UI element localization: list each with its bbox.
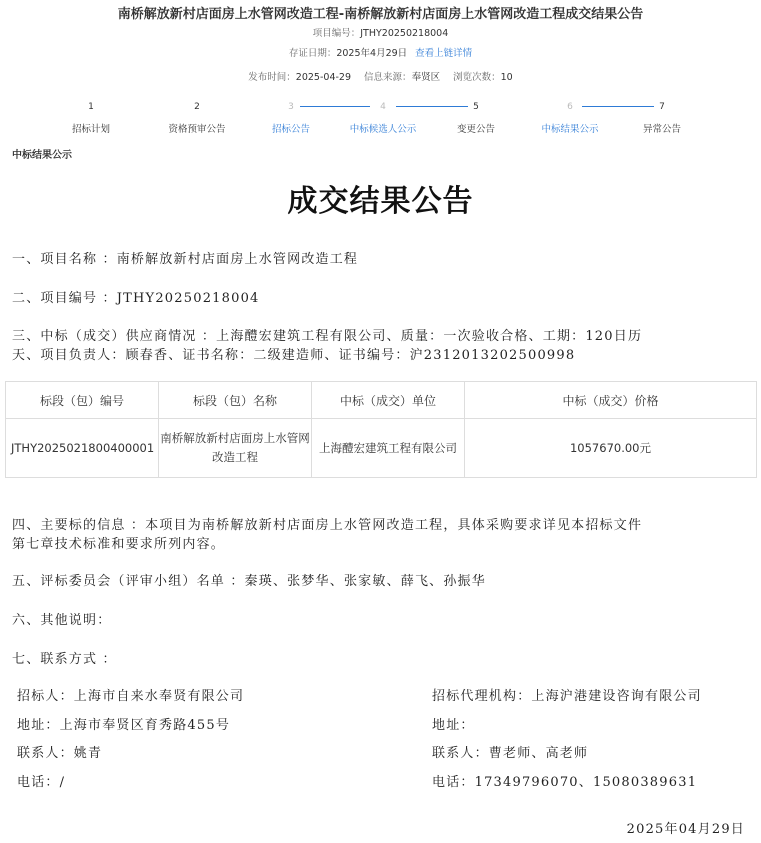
tenderer-contact bbox=[17, 683, 244, 798]
column-header: 标段（包）名称 bbox=[159, 382, 312, 419]
tenderer-contact-person: 联系人：姚青 bbox=[17, 746, 103, 762]
step-number: 5 bbox=[473, 102, 479, 112]
project-number-line bbox=[0, 25, 761, 39]
agency-contact bbox=[432, 683, 702, 798]
agency-address: 地址： bbox=[432, 717, 475, 733]
item-value: 南桥解放新村店面房上水管网改造工程 bbox=[116, 252, 359, 267]
lot-name-cell: 南桥解放新村店面房上水管网改造工程 bbox=[159, 419, 312, 478]
publish-info-line bbox=[0, 69, 761, 83]
item-value-continued: 第七章技术标准和要求所列内容。 bbox=[12, 537, 226, 552]
item-project-number bbox=[12, 289, 761, 308]
item-contact bbox=[12, 650, 761, 669]
views-label: 浏览次数： bbox=[453, 72, 501, 83]
step-label: 异常公告 bbox=[642, 124, 681, 135]
lot-code-cell: JTHY2025021800400001 bbox=[6, 419, 159, 478]
step-number: 4 bbox=[380, 102, 386, 112]
column-header: 标段（包）编号 bbox=[6, 382, 159, 419]
item-supplier-info bbox=[12, 327, 761, 365]
item-label: 三、中标（成交）供应商情况 ： bbox=[12, 329, 217, 344]
item-value-continued: 天、项目负责人：顾春香、证书名称：二级建造师、证书编号：沪2312013202500998 bbox=[12, 348, 576, 363]
publish-time-value: 2025-04-29 bbox=[295, 72, 352, 83]
item-project-name bbox=[12, 250, 761, 269]
item-label: 四、主要标的信息 ： bbox=[12, 518, 146, 533]
item-label: 六、其他说明： bbox=[12, 613, 112, 628]
column-header: 中标（成交）单位 bbox=[312, 382, 465, 419]
column-header: 中标（成交）价格 bbox=[465, 382, 757, 419]
tenderer-address: 地址：上海市奉贤区育秀路455号 bbox=[17, 717, 231, 733]
tenderer-phone: 电话：/ bbox=[17, 775, 66, 791]
step-number: 3 bbox=[288, 102, 294, 112]
agency-contact-person: 联系人：曹老师、高老师 bbox=[432, 746, 589, 762]
item-value: 本项目为南桥解放新村店面房上水管网改造工程，具体采购要求详见本招标文件 bbox=[145, 518, 643, 533]
step-label: 招标计划 bbox=[71, 124, 110, 135]
item-label: 一、项目名称 ： bbox=[12, 252, 117, 267]
announcement-title: 成交结果公告 bbox=[287, 184, 474, 219]
source-label: 信息来源： bbox=[364, 72, 412, 83]
item-value: 上海醴宏建筑工程有限公司、质量：一次验收合格、工期：120日历 bbox=[216, 329, 643, 344]
step-label: 变更公告 bbox=[456, 124, 495, 135]
project-no-label: 项目编号： bbox=[312, 28, 361, 39]
project-no-value: JTHY20250218004 bbox=[360, 28, 449, 39]
step-label: 中标候选人公示 bbox=[349, 124, 417, 135]
agency-name: 招标代理机构：上海沪港建设咨询有限公司 bbox=[432, 689, 702, 704]
item-main-subject bbox=[12, 516, 761, 554]
item-label: 五、评标委员会（评审小组）名单 ： bbox=[12, 574, 245, 589]
result-table bbox=[5, 381, 757, 478]
section-label: 中标结果公示 bbox=[12, 150, 72, 161]
step-tender-plan[interactable] bbox=[36, 100, 146, 135]
step-number: 7 bbox=[659, 102, 665, 112]
step-label: 资格预审公告 bbox=[168, 124, 226, 135]
step-number: 1 bbox=[88, 102, 94, 112]
views-value: 10 bbox=[500, 72, 513, 83]
step-label: 中标结果公示 bbox=[541, 124, 599, 135]
table-row bbox=[6, 419, 757, 478]
page-title: 南桥解放新村店面房上水管网改造工程-南桥解放新村店面房上水管网改造工程成交结果公告 bbox=[117, 7, 644, 22]
table-header-row bbox=[6, 382, 757, 419]
progress-steps bbox=[0, 100, 761, 140]
announcement-date: 2025年04月29日 bbox=[626, 822, 745, 837]
archive-date-label: 存证日期： bbox=[288, 48, 337, 59]
step-label: 招标公告 bbox=[271, 124, 310, 135]
publish-time-label: 发布时间： bbox=[248, 72, 296, 83]
tenderer-name: 招标人：上海市自来水奉贤有限公司 bbox=[17, 689, 245, 704]
chain-detail-link[interactable]: 查看上链详情 bbox=[415, 48, 473, 59]
item-label: 二、项目编号 ： bbox=[12, 291, 117, 306]
price-cell: 1057670.00元 bbox=[465, 419, 757, 478]
source-value: 奉贤区 bbox=[411, 72, 441, 83]
archive-date-value: 2025年4月29日 bbox=[336, 48, 408, 59]
item-value: 秦瑛、张梦华、张家敏、薛飞、孙振华 bbox=[244, 574, 486, 589]
item-value: JTHY20250218004 bbox=[116, 291, 260, 306]
step-number: 2 bbox=[194, 102, 200, 112]
step-exception-notice[interactable] bbox=[607, 100, 717, 135]
item-committee bbox=[12, 572, 761, 591]
winner-cell: 上海醴宏建筑工程有限公司 bbox=[312, 419, 465, 478]
agency-phone: 电话：17349796070、15080389631 bbox=[432, 775, 698, 791]
item-label: 七、联系方式 ： bbox=[12, 652, 117, 667]
item-other-notes bbox=[12, 611, 761, 630]
archive-line bbox=[0, 45, 761, 59]
step-number: 6 bbox=[567, 102, 573, 112]
